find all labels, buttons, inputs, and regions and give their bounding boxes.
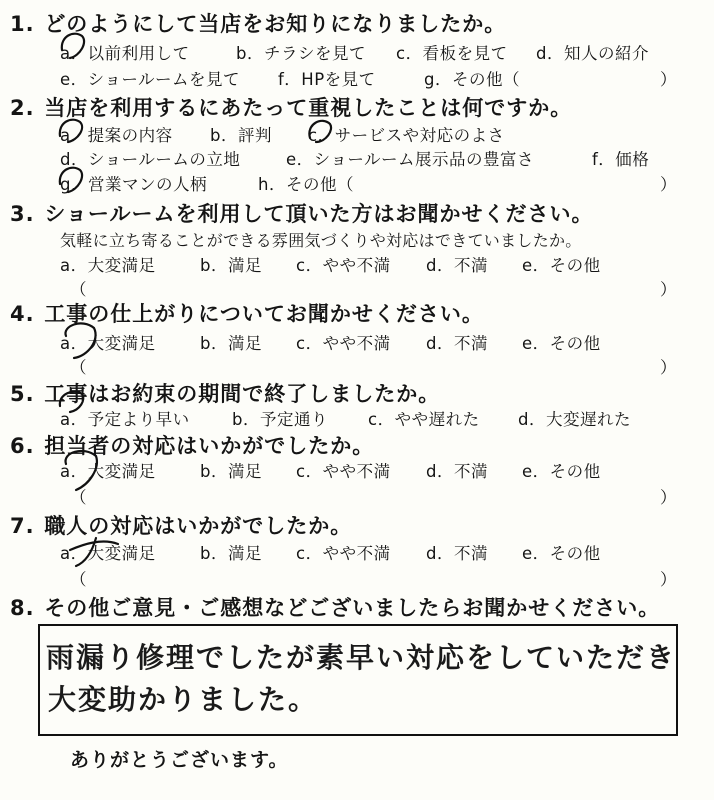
question-number: 5.	[10, 382, 35, 406]
thanks-message: ありがとうございます。	[70, 749, 289, 771]
paren-close: ）	[660, 70, 677, 89]
handwritten-answer-line1: 雨漏り修理でしたが素早い対応をしていただき	[46, 641, 677, 674]
question-subtext: 気軽に立ち寄ることができる雰囲気づくりや対応はできていましたか。	[60, 231, 582, 250]
option-e: e．その他	[522, 256, 601, 275]
option-e: e．ショールームを見て	[60, 70, 240, 89]
option-c: c．やや不満	[296, 334, 391, 353]
paren-close: ）	[660, 280, 677, 299]
option-c: c．やや遅れた	[368, 410, 480, 429]
q5-options	[60, 406, 631, 430]
option-d: d．不満	[426, 334, 488, 353]
question-text: どのようにして当店をお知りになりましたか。	[44, 12, 507, 36]
option-a: a．提案の内容	[60, 126, 173, 145]
q1-options-row2	[60, 66, 520, 90]
question-text: ショールームを利用して頂いた方はお聞かせください。	[44, 202, 594, 226]
question-text: 職人の対応はいかがでしたか。	[44, 514, 353, 538]
paren-open: （	[70, 358, 87, 377]
q7-options	[60, 540, 601, 564]
option-c: c．やや不満	[296, 544, 391, 563]
option-a: a．大変満足	[60, 462, 156, 481]
paren-close: ）	[660, 358, 677, 377]
question-number: 8.	[10, 596, 35, 620]
option-d: d．知人の紹介	[536, 44, 649, 63]
question-8	[10, 592, 660, 622]
option-d: d．不満	[426, 544, 488, 563]
question-number: 1.	[10, 12, 35, 36]
q6-options	[60, 458, 601, 482]
option-a: a．大変満足	[60, 334, 156, 353]
option-g: g．営業マンの人柄	[60, 175, 207, 194]
option-a: a．予定より早い	[60, 410, 190, 429]
option-f: f．HPを見て	[278, 70, 376, 89]
question-3	[10, 198, 593, 228]
question-2	[10, 92, 572, 122]
handwritten-answer-line2: 大変助かりました。	[48, 683, 319, 716]
question-number: 4.	[10, 302, 35, 326]
option-c: c．やや不満	[296, 462, 391, 481]
paren-open: （	[70, 488, 87, 507]
option-d: d．不満	[426, 256, 488, 275]
question-text: 工事はお約束の期間で終了しましたか。	[44, 382, 441, 406]
option-c: c．やや不満	[296, 256, 391, 275]
option-f: f．価格	[592, 150, 650, 169]
q2-options-row2	[60, 146, 649, 170]
question-text: 当店を利用するにあたって重視したことは何ですか。	[44, 96, 573, 120]
question-text: 担当者の対応はいかがでしたか。	[44, 434, 375, 458]
option-h: h．その他（	[258, 175, 354, 194]
paren-close: ）	[660, 570, 677, 589]
question-5	[10, 378, 440, 408]
option-a: a．大変満足	[60, 256, 156, 275]
question-number: 3.	[10, 202, 35, 226]
question-6	[10, 430, 374, 460]
q4-options	[60, 330, 601, 354]
option-b: b．予定通り	[232, 410, 328, 429]
q3-options	[60, 252, 601, 276]
option-g: g．その他（	[424, 70, 520, 89]
option-b: b．満足	[200, 462, 262, 481]
option-b: b．満足	[200, 256, 262, 275]
question-7	[10, 510, 352, 540]
option-b: b．満足	[200, 334, 262, 353]
question-1	[10, 8, 506, 38]
comment-box	[38, 624, 678, 736]
question-number: 7.	[10, 514, 35, 538]
option-c: c．看板を見て	[396, 44, 508, 63]
paren-close: ）	[660, 488, 677, 507]
question-text: その他ご意見・ご感想などございましたらお聞かせください。	[44, 596, 661, 620]
option-e: e．その他	[522, 462, 601, 481]
option-d: d．不満	[426, 462, 488, 481]
paren-close: ）	[660, 175, 677, 194]
paren-open: （	[70, 570, 87, 589]
option-c: c．サービスや対応のよさ	[308, 126, 505, 145]
question-number: 6.	[10, 434, 35, 458]
question-text: 工事の仕上がりについてお聞かせください。	[44, 302, 484, 326]
option-e: e．その他	[522, 544, 601, 563]
option-a: a．大変満足	[60, 544, 156, 563]
q1-options-row1	[60, 40, 649, 64]
option-e: e．その他	[522, 334, 601, 353]
option-d: d．大変遅れた	[518, 410, 631, 429]
option-b: b．評判	[210, 126, 272, 145]
question-number: 2.	[10, 96, 35, 120]
q2-options-row3	[60, 171, 354, 195]
question-4	[10, 298, 484, 328]
option-b: b．満足	[200, 544, 262, 563]
option-a: a．以前利用して	[60, 44, 190, 63]
option-b: b．チラシを見て	[236, 44, 366, 63]
option-d: d．ショールームの立地	[60, 150, 241, 169]
paren-open: （	[70, 280, 87, 299]
q2-options-row1	[60, 122, 505, 146]
option-e: e．ショールーム展示品の豊富さ	[286, 150, 534, 169]
